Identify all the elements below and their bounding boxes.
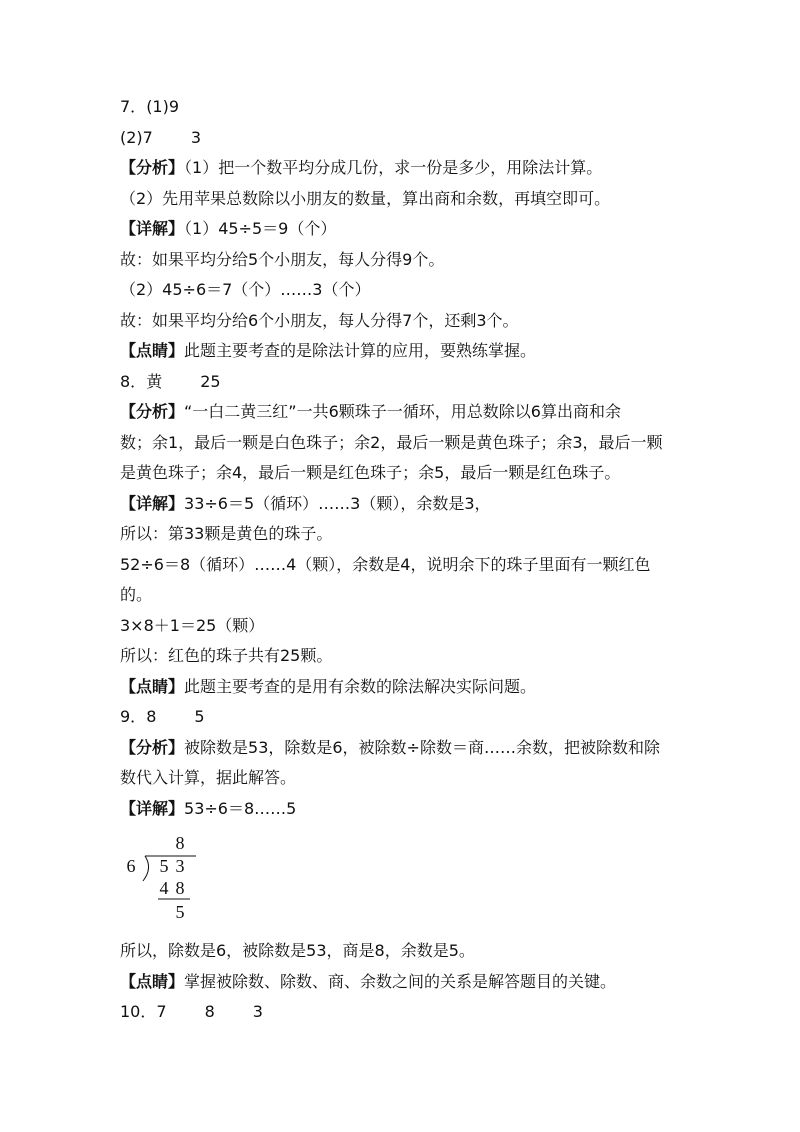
q8-answer-blank-2: 25 — [200, 371, 221, 391]
q7-comment-line — [120, 336, 740, 367]
q7-detail-line-3: （2）45÷6＝7（个）……3（个） — [120, 280, 371, 299]
q10-number: 10． — [120, 1002, 157, 1021]
analysis-label: 【分析】 — [120, 402, 185, 421]
q8-detail-line-6: 所以：红色的珠子共有25颗。 — [120, 646, 333, 665]
long-division-figure — [120, 824, 740, 936]
q7-comment-text: 此题主要考查的是除法计算的应用，要熟练掌握。 — [184, 341, 537, 360]
q9-analysis-line-1 — [120, 733, 740, 764]
q7-answer-blank-1: (2)7 — [120, 127, 153, 147]
q9-answer-blank-1: 8 — [146, 707, 157, 726]
q10-answer-line — [120, 997, 740, 1028]
q7-number: 7． — [120, 97, 147, 116]
q8-answer-blank-1: 黄 — [146, 371, 163, 391]
detail-label: 【详解】 — [120, 219, 185, 238]
q9-number: 9． — [120, 707, 147, 726]
q7-detail-line-2: 故：如果平均分给5个小朋友，每人分得9个。 — [120, 249, 445, 269]
q8-analysis-line-1 — [120, 397, 740, 428]
q9-detail-line — [120, 794, 740, 825]
q9-conclusion-line: 所以，除数是6，被除数是53，商是8，余数是5。 — [120, 941, 475, 960]
detail-label: 【详解】 — [120, 493, 185, 513]
q9-comment-line — [120, 967, 740, 998]
q10-answer-blank-2: 8 — [204, 1002, 215, 1021]
comment-label: 【点睛】 — [120, 971, 185, 991]
q8-comment-text: 此题主要考查的是用有余数的除法解决实际问题。 — [184, 676, 537, 696]
q9-answer-blank-2: 5 — [194, 707, 205, 726]
document-body — [120, 92, 740, 1028]
division-divisor: 6 — [126, 856, 136, 876]
q8-analysis-line-2: 数；余1，最后一颗是白色珠子；余2，最后一颗是黄色珠子；余3，最后一颗 — [120, 432, 663, 452]
q7-detail-line-4: 故：如果平均分给6个小朋友，每人分得7个，还剩3个。 — [120, 310, 519, 330]
q8-analysis-line-3: 是黄色珠子；余4，最后一颗是红色珠子；余5，最后一颗是红色珠子。 — [120, 463, 621, 482]
q7-detail-text-1: （1）45÷5＝9（个） — [184, 219, 337, 238]
division-product: 48 — [159, 878, 192, 898]
q8-detail-line-1 — [120, 489, 740, 520]
q7-detail-line-1 — [120, 214, 740, 245]
detail-label: 【详解】 — [120, 798, 185, 818]
q10-answer-blank-1: 7 — [156, 1002, 167, 1021]
q9-answer-line — [120, 702, 740, 733]
q8-answer-line — [120, 367, 740, 398]
comment-label: 【点睛】 — [120, 341, 185, 360]
q8-detail-line-5: 3×8＋1＝25（颗） — [120, 615, 265, 635]
division-dividend: 53 — [159, 856, 192, 876]
q7-analysis-line-1 — [120, 153, 740, 184]
q7-answer-blank-2: 3 — [190, 127, 202, 147]
q9-analysis-text-1: 被除数是53，除数是6，被除数÷除数＝商……余数，把被除数和除 — [184, 737, 660, 757]
q9-comment-text: 掌握被除数、除数、商、余数之间的关系是解答题目的关键。 — [184, 971, 617, 991]
q8-comment-line — [120, 672, 740, 703]
q8-detail-line-3: 52÷6＝8（循环）……4（颗），余数是4，说明余下的珠子里面有一颗红色 — [120, 554, 651, 574]
q8-number: 8． — [120, 371, 147, 391]
division-bracket — [143, 856, 149, 881]
division-quotient: 8 — [175, 833, 185, 853]
q8-detail-line-4: 的。 — [120, 585, 153, 604]
analysis-label: 【分析】 — [120, 158, 185, 177]
division-remainder: 5 — [175, 902, 185, 922]
q8-detail-line-2: 所以：第33颗是黄色的珠子。 — [120, 524, 333, 543]
q9-analysis-line-2: 数代入计算，据此解答。 — [120, 768, 297, 787]
q7-analysis-line-2: （2）先用苹果总数除以小朋友的数量，算出商和余数，再填空即可。 — [120, 188, 611, 208]
q10-answer-blank-3: 3 — [252, 1002, 263, 1021]
comment-label: 【点睛】 — [120, 676, 185, 696]
q8-detail-text-1: 33÷6＝5（循环）……3（颗），余数是3， — [184, 493, 491, 513]
q8-analysis-text-1: “一白二黄三红”一共6颗珠子一循环，用总数除以6算出商和余 — [184, 402, 621, 421]
q7-answer-line-2 — [120, 123, 740, 154]
q7-answer-line-1 — [120, 92, 740, 123]
q7-answer-part-1: (1)9 — [146, 97, 180, 116]
analysis-label: 【分析】 — [120, 737, 185, 757]
q7-analysis-text-1: （1）把一个数平均分成几份，求一份是多少，用除法计算。 — [184, 158, 603, 177]
q9-detail-text: 53÷6＝8……5 — [184, 798, 297, 818]
